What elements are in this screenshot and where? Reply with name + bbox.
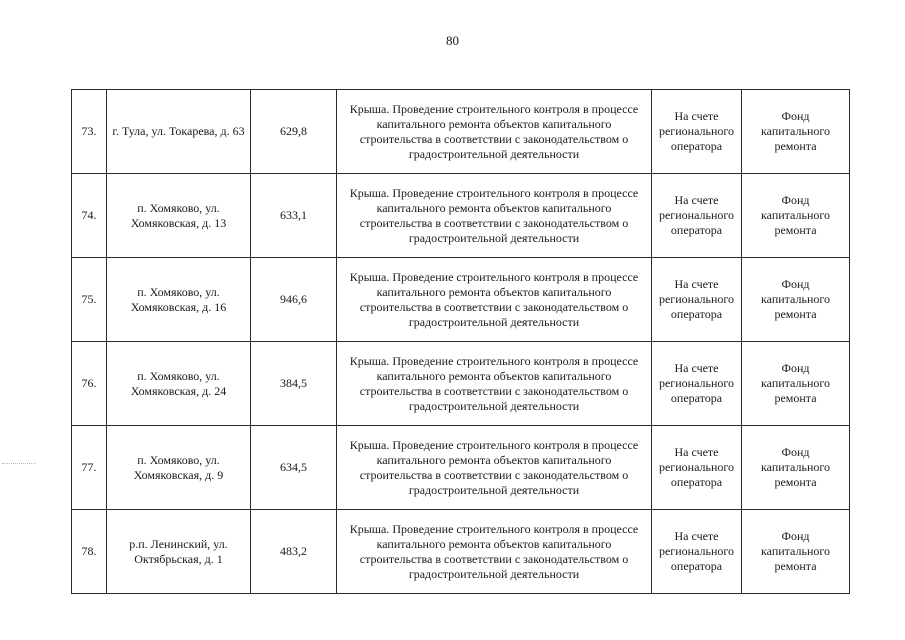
address-cell: п. Хомяково, ул. Хомяковская, д. 16 <box>107 258 251 342</box>
work-description-cell: Крыша. Проведение строительного контроля в процессе капитального ремонта объектов капитального строительства в соответствии с законодательством о градостроительной деятельности <box>337 510 652 594</box>
table-row <box>72 426 850 510</box>
work-description-cell: Крыша. Проведение строительного контроля в процессе капитального ремонта объектов капитального строительства в соответствии с законодательством о градостроительной деятельности <box>337 90 652 174</box>
area-cell: 629,8 <box>251 90 337 174</box>
funding-source-cell: Фонд капитального ремонта <box>742 174 850 258</box>
work-description-cell: Крыша. Проведение строительного контроля в процессе капитального ремонта объектов капитального строительства в соответствии с законодательством о градостроительной деятельности <box>337 342 652 426</box>
account-cell: На счете регионального оператора <box>652 90 742 174</box>
row-number: 77. <box>72 426 107 510</box>
row-number: 75. <box>72 258 107 342</box>
scan-edge-mark <box>2 463 36 464</box>
funding-source-cell: Фонд капитального ремонта <box>742 426 850 510</box>
funding-source-cell: Фонд капитального ремонта <box>742 90 850 174</box>
area-cell: 634,5 <box>251 426 337 510</box>
work-description-cell: Крыша. Проведение строительного контроля в процессе капитального ремонта объектов капитального строительства в соответствии с законодательством о градостроительной деятельности <box>337 174 652 258</box>
account-cell: На счете регионального оператора <box>652 510 742 594</box>
account-cell: На счете регионального оператора <box>652 426 742 510</box>
area-cell: 946,6 <box>251 258 337 342</box>
area-cell: 384,5 <box>251 342 337 426</box>
account-cell: На счете регионального оператора <box>652 174 742 258</box>
funding-source-cell: Фонд капитального ремонта <box>742 258 850 342</box>
page-number: 80 <box>446 33 459 48</box>
row-number: 78. <box>72 510 107 594</box>
address-cell: р.п. Ленинский, ул. Октябрьская, д. 1 <box>107 510 251 594</box>
account-cell: На счете регионального оператора <box>652 342 742 426</box>
table-row <box>72 174 850 258</box>
funding-source-cell: Фонд капитального ремонта <box>742 510 850 594</box>
work-description-cell: Крыша. Проведение строительного контроля в процессе капитального ремонта объектов капитального строительства в соответствии с законодательством о градостроительной деятельности <box>337 426 652 510</box>
area-cell: 633,1 <box>251 174 337 258</box>
row-number: 73. <box>72 90 107 174</box>
table-row <box>72 342 850 426</box>
table-row <box>72 90 850 174</box>
work-description-cell: Крыша. Проведение строительного контроля в процессе капитального ремонта объектов капитального строительства в соответствии с законодательством о градостроительной деятельности <box>337 258 652 342</box>
table-row <box>72 510 850 594</box>
table-row <box>72 258 850 342</box>
funding-source-cell: Фонд капитального ремонта <box>742 342 850 426</box>
address-cell: г. Тула, ул. Токарева, д. 63 <box>107 90 251 174</box>
address-cell: п. Хомяково, ул. Хомяковская, д. 9 <box>107 426 251 510</box>
account-cell: На счете регионального оператора <box>652 258 742 342</box>
address-cell: п. Хомяково, ул. Хомяковская, д. 24 <box>107 342 251 426</box>
area-cell: 483,2 <box>251 510 337 594</box>
address-cell: п. Хомяково, ул. Хомяковская, д. 13 <box>107 174 251 258</box>
row-number: 76. <box>72 342 107 426</box>
registry-table <box>71 89 850 594</box>
row-number: 74. <box>72 174 107 258</box>
